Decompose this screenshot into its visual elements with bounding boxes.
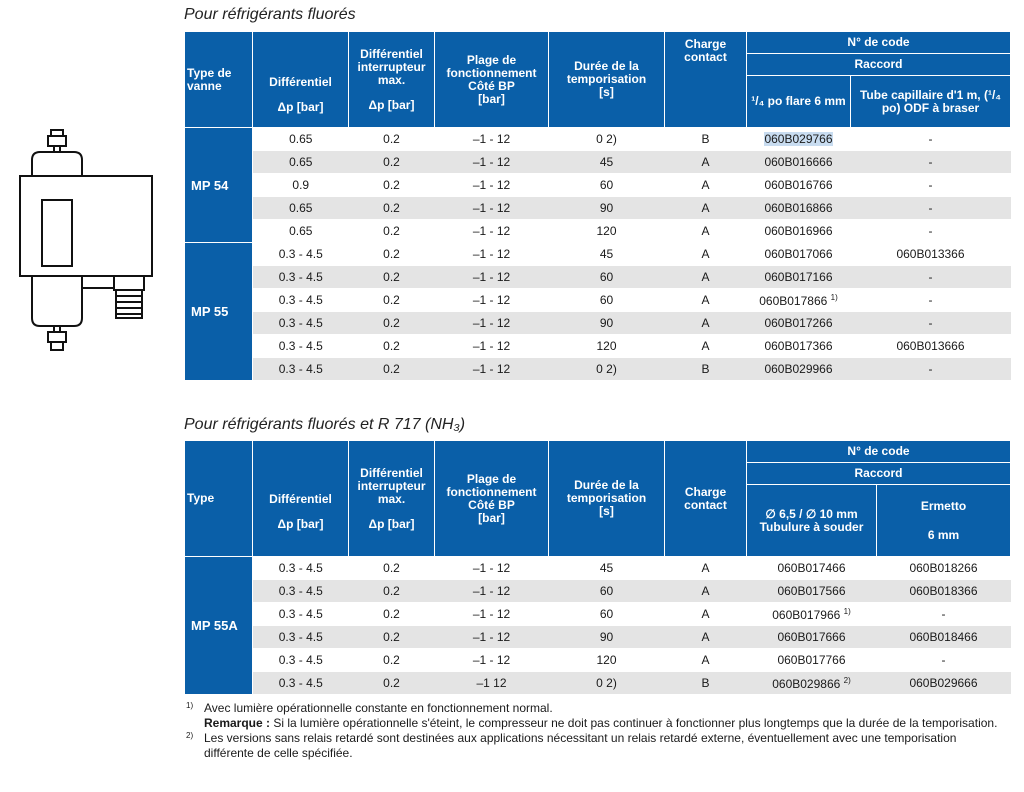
cell-code-b: - — [851, 289, 1011, 312]
cell-int: 0.2 — [349, 335, 435, 358]
cell-charge: A — [665, 266, 747, 289]
table-row — [185, 174, 1011, 197]
cell-int: 0.2 — [349, 197, 435, 220]
cell-charge: A — [665, 335, 747, 358]
cell-plage: –1 - 12 — [435, 174, 549, 197]
cell-code-b: - — [851, 358, 1011, 381]
cell-code-b: - — [877, 603, 1011, 626]
cell-diff: 0.3 - 4.5 — [253, 557, 349, 580]
table2-header-col-b: Ermetto 6 mm — [877, 485, 1011, 557]
cell-plage: –1 - 12 — [435, 220, 549, 243]
table-row — [185, 358, 1011, 381]
cell-code-b: 060B018466 — [877, 626, 1011, 649]
cell-duree: 120 — [549, 649, 665, 672]
table1-header-type: Type de vanne — [185, 32, 253, 128]
table1-header-charge: Charge contact — [665, 32, 747, 128]
cell-code-a: 060B017166 — [747, 266, 851, 289]
footnote-1-remark-label: Remarque : — [204, 716, 271, 730]
table2-header-plage: Plage de fonctionnement Côté BP [bar] — [435, 441, 549, 557]
table1-header-duree: Durée de la temporisation [s] — [549, 32, 665, 128]
table-row — [185, 649, 1011, 672]
cell-diff: 0.3 - 4.5 — [253, 672, 349, 695]
footnote-1-mark: 1) — [186, 701, 194, 710]
table2-header-charge: Charge contact — [665, 441, 747, 557]
cell-duree: 60 — [549, 580, 665, 603]
table2-header-diff: Différentiel Δp [bar] — [253, 441, 349, 557]
cell-charge: B — [665, 128, 747, 151]
cell-plage: –1 - 12 — [435, 603, 549, 626]
table1-header-diff: Différentiel Δp [bar] — [253, 32, 349, 128]
cell-int: 0.2 — [349, 128, 435, 151]
cell-code-a: 060B017566 — [747, 580, 877, 603]
cell-plage: –1 - 12 — [435, 128, 549, 151]
table-row — [185, 289, 1011, 312]
cell-duree: 45 — [549, 151, 665, 174]
table2-header-raccord: Raccord — [747, 463, 1011, 485]
cell-diff: 0.3 - 4.5 — [253, 312, 349, 335]
cell-int: 0.2 — [349, 243, 435, 266]
cell-diff: 0.3 - 4.5 — [253, 266, 349, 289]
cell-charge: A — [665, 649, 747, 672]
footnote-1-remark-text: Si la lumière opérationnelle s'éteint, le compresseur ne doit pas continuer à fonctionner plus longtemps que la durée de la temporisation. — [270, 716, 998, 730]
cell-diff: 0.65 — [253, 220, 349, 243]
cell-code-b: - — [877, 649, 1011, 672]
cell-charge: B — [665, 358, 747, 381]
cell-code-b: 060B018366 — [877, 580, 1011, 603]
cell-code-a: 060B017766 — [747, 649, 877, 672]
cell-int: 0.2 — [349, 580, 435, 603]
table-row — [185, 266, 1011, 289]
cell-duree: 60 — [549, 266, 665, 289]
cell-code-a: 060B016866 — [747, 197, 851, 220]
table1-header-col-a: ¹/₄ po flare 6 mm — [747, 76, 851, 128]
cell-charge: A — [665, 174, 747, 197]
cell-diff: 0.3 - 4.5 — [253, 580, 349, 603]
cell-charge: A — [665, 243, 747, 266]
cell-charge: A — [665, 312, 747, 335]
table1 — [184, 31, 1011, 381]
cell-duree: 0 2) — [549, 358, 665, 381]
footnote-ref: 2) — [843, 675, 851, 685]
footnote-1 — [184, 701, 1004, 731]
cell-int: 0.2 — [349, 672, 435, 695]
cell-diff: 0.3 - 4.5 — [253, 289, 349, 312]
table-row — [185, 603, 1011, 626]
cell-duree: 90 — [549, 626, 665, 649]
cell-code-b: - — [851, 197, 1011, 220]
table-row — [185, 151, 1011, 174]
cell-diff: 0.3 - 4.5 — [253, 358, 349, 381]
table2-header-type: Type — [185, 441, 253, 557]
footnotes — [184, 701, 1004, 761]
cell-int: 0.2 — [349, 174, 435, 197]
cell-code-b: - — [851, 174, 1011, 197]
cell-int: 0.2 — [349, 626, 435, 649]
cell-plage: –1 - 12 — [435, 197, 549, 220]
footnote-ref: 1) — [830, 292, 838, 302]
cell-int: 0.2 — [349, 289, 435, 312]
cell-code-a: 060B029766 — [747, 128, 851, 151]
cell-diff: 0.3 - 4.5 — [253, 603, 349, 626]
cell-code-b: 060B029666 — [877, 672, 1011, 695]
cell-plage: –1 - 12 — [435, 312, 549, 335]
table-row — [185, 626, 1011, 649]
cell-plage: –1 - 12 — [435, 335, 549, 358]
cell-plage: –1 12 — [435, 672, 549, 695]
table2-header-int-diff: Différentiel interrupteur max. Δp [bar] — [349, 441, 435, 557]
cell-diff: 0.3 - 4.5 — [253, 626, 349, 649]
cell-diff: 0.3 - 4.5 — [253, 335, 349, 358]
cell-charge: A — [665, 580, 747, 603]
cell-plage: –1 - 12 — [435, 649, 549, 672]
table1-header-plage: Plage de fonctionnement Côté BP [bar] — [435, 32, 549, 128]
footnote-ref: 1) — [843, 606, 851, 616]
cell-charge: A — [665, 197, 747, 220]
cell-plage: –1 - 12 — [435, 266, 549, 289]
table-row — [185, 197, 1011, 220]
cell-diff: 0.65 — [253, 197, 349, 220]
cell-duree: 0 2) — [549, 128, 665, 151]
cell-int: 0.2 — [349, 358, 435, 381]
type-cell: MP 55 — [185, 243, 253, 381]
table2-header-code: N° de code — [747, 441, 1011, 463]
cell-duree: 120 — [549, 220, 665, 243]
type-cell: MP 54 — [185, 128, 253, 243]
cell-code-b: - — [851, 266, 1011, 289]
cell-duree: 0 2) — [549, 672, 665, 695]
footnote-2 — [184, 731, 1004, 761]
cell-code-b: - — [851, 312, 1011, 335]
cell-plage: –1 - 12 — [435, 289, 549, 312]
cell-code-a: 060B029966 — [747, 358, 851, 381]
cell-int: 0.2 — [349, 151, 435, 174]
cell-charge: A — [665, 557, 747, 580]
cell-duree: 120 — [549, 335, 665, 358]
cell-diff: 0.3 - 4.5 — [253, 649, 349, 672]
cell-diff: 0.65 — [253, 128, 349, 151]
cell-plage: –1 - 12 — [435, 243, 549, 266]
cell-plage: –1 - 12 — [435, 358, 549, 381]
table-row — [185, 335, 1011, 358]
pressure-switch-drawing — [18, 128, 158, 368]
cell-plage: –1 - 12 — [435, 151, 549, 174]
cell-charge: A — [665, 220, 747, 243]
table2-caption: Pour réfrigérants fluorés et R 717 (NH₃) — [184, 416, 466, 433]
cell-duree: 45 — [549, 243, 665, 266]
cell-int: 0.2 — [349, 266, 435, 289]
cell-int: 0.2 — [349, 220, 435, 243]
cell-plage: –1 - 12 — [435, 580, 549, 603]
table2-header-duree: Durée de la temporisation [s] — [549, 441, 665, 557]
table-row — [185, 243, 1011, 266]
cell-int: 0.2 — [349, 649, 435, 672]
table-row — [185, 312, 1011, 335]
cell-code-b: - — [851, 128, 1011, 151]
cell-plage: –1 - 12 — [435, 626, 549, 649]
cell-duree: 90 — [549, 197, 665, 220]
table-row — [185, 557, 1011, 580]
cell-code-a: 060B017266 — [747, 312, 851, 335]
table1-caption: Pour réfrigérants fluorés — [184, 6, 356, 23]
cell-code-a: 060B016666 — [747, 151, 851, 174]
cell-code-a: 060B017966 $^{1)}$ — [747, 603, 877, 626]
table2-header-col-a: ∅ 6,5 / ∅ 10 mm Tubulure à souder — [747, 485, 877, 557]
table-row — [185, 580, 1011, 603]
cell-code-a: 060B016966 — [747, 220, 851, 243]
cell-diff: 0.65 — [253, 151, 349, 174]
table-row — [185, 128, 1011, 151]
cell-diff: 0.9 — [253, 174, 349, 197]
footnote-2-text: Les versions sans relais retardé sont destinées aux applications nécessitant un relais retardé externe, éventuellement avec une temporisation différente de celle spécifiée. — [204, 731, 957, 760]
cell-code-a: 060B017666 — [747, 626, 877, 649]
cell-duree: 60 — [549, 289, 665, 312]
cell-code-b: 060B018266 — [877, 557, 1011, 580]
cell-code-b: - — [851, 151, 1011, 174]
footnote-1-text: Avec lumière opérationnelle constante en fonctionnement normal. — [204, 701, 553, 715]
cell-plage: –1 - 12 — [435, 557, 549, 580]
cell-int: 0.2 — [349, 312, 435, 335]
table1-header-col-b: Tube capillaire d'1 m, (¹/₄ po) ODF à braser — [851, 76, 1011, 128]
cell-code-a: 060B029866 $^{2)}$ — [747, 672, 877, 695]
cell-duree: 90 — [549, 312, 665, 335]
table1-header-int-diff: Différentiel interrupteur max. Δp [bar] — [349, 32, 435, 128]
footnote-2-mark: 2) — [186, 731, 194, 740]
table1-header-code: N° de code — [747, 32, 1011, 54]
cell-code-b: - — [851, 220, 1011, 243]
cell-charge: A — [665, 289, 747, 312]
cell-diff: 0.3 - 4.5 — [253, 243, 349, 266]
type-cell: MP 55A — [185, 557, 253, 695]
cell-duree: 45 — [549, 557, 665, 580]
table2 — [184, 440, 1011, 695]
cell-int: 0.2 — [349, 557, 435, 580]
cell-duree: 60 — [549, 174, 665, 197]
cell-code-a: 060B017866 $^{1)}$ — [747, 289, 851, 312]
cell-charge: A — [665, 626, 747, 649]
cell-code-a: 060B017366 — [747, 335, 851, 358]
cell-code-b: 060B013366 — [851, 243, 1011, 266]
cell-duree: 60 — [549, 603, 665, 626]
cell-charge: A — [665, 603, 747, 626]
cell-code-b: 060B013666 — [851, 335, 1011, 358]
table-row — [185, 672, 1011, 695]
table-row — [185, 220, 1011, 243]
cell-int: 0.2 — [349, 603, 435, 626]
cell-code-a: 060B016766 — [747, 174, 851, 197]
table1-header-raccord: Raccord — [747, 54, 1011, 76]
cell-code-a: 060B017466 — [747, 557, 877, 580]
cell-code-a: 060B017066 — [747, 243, 851, 266]
cell-charge: A — [665, 151, 747, 174]
cell-charge: B — [665, 672, 747, 695]
